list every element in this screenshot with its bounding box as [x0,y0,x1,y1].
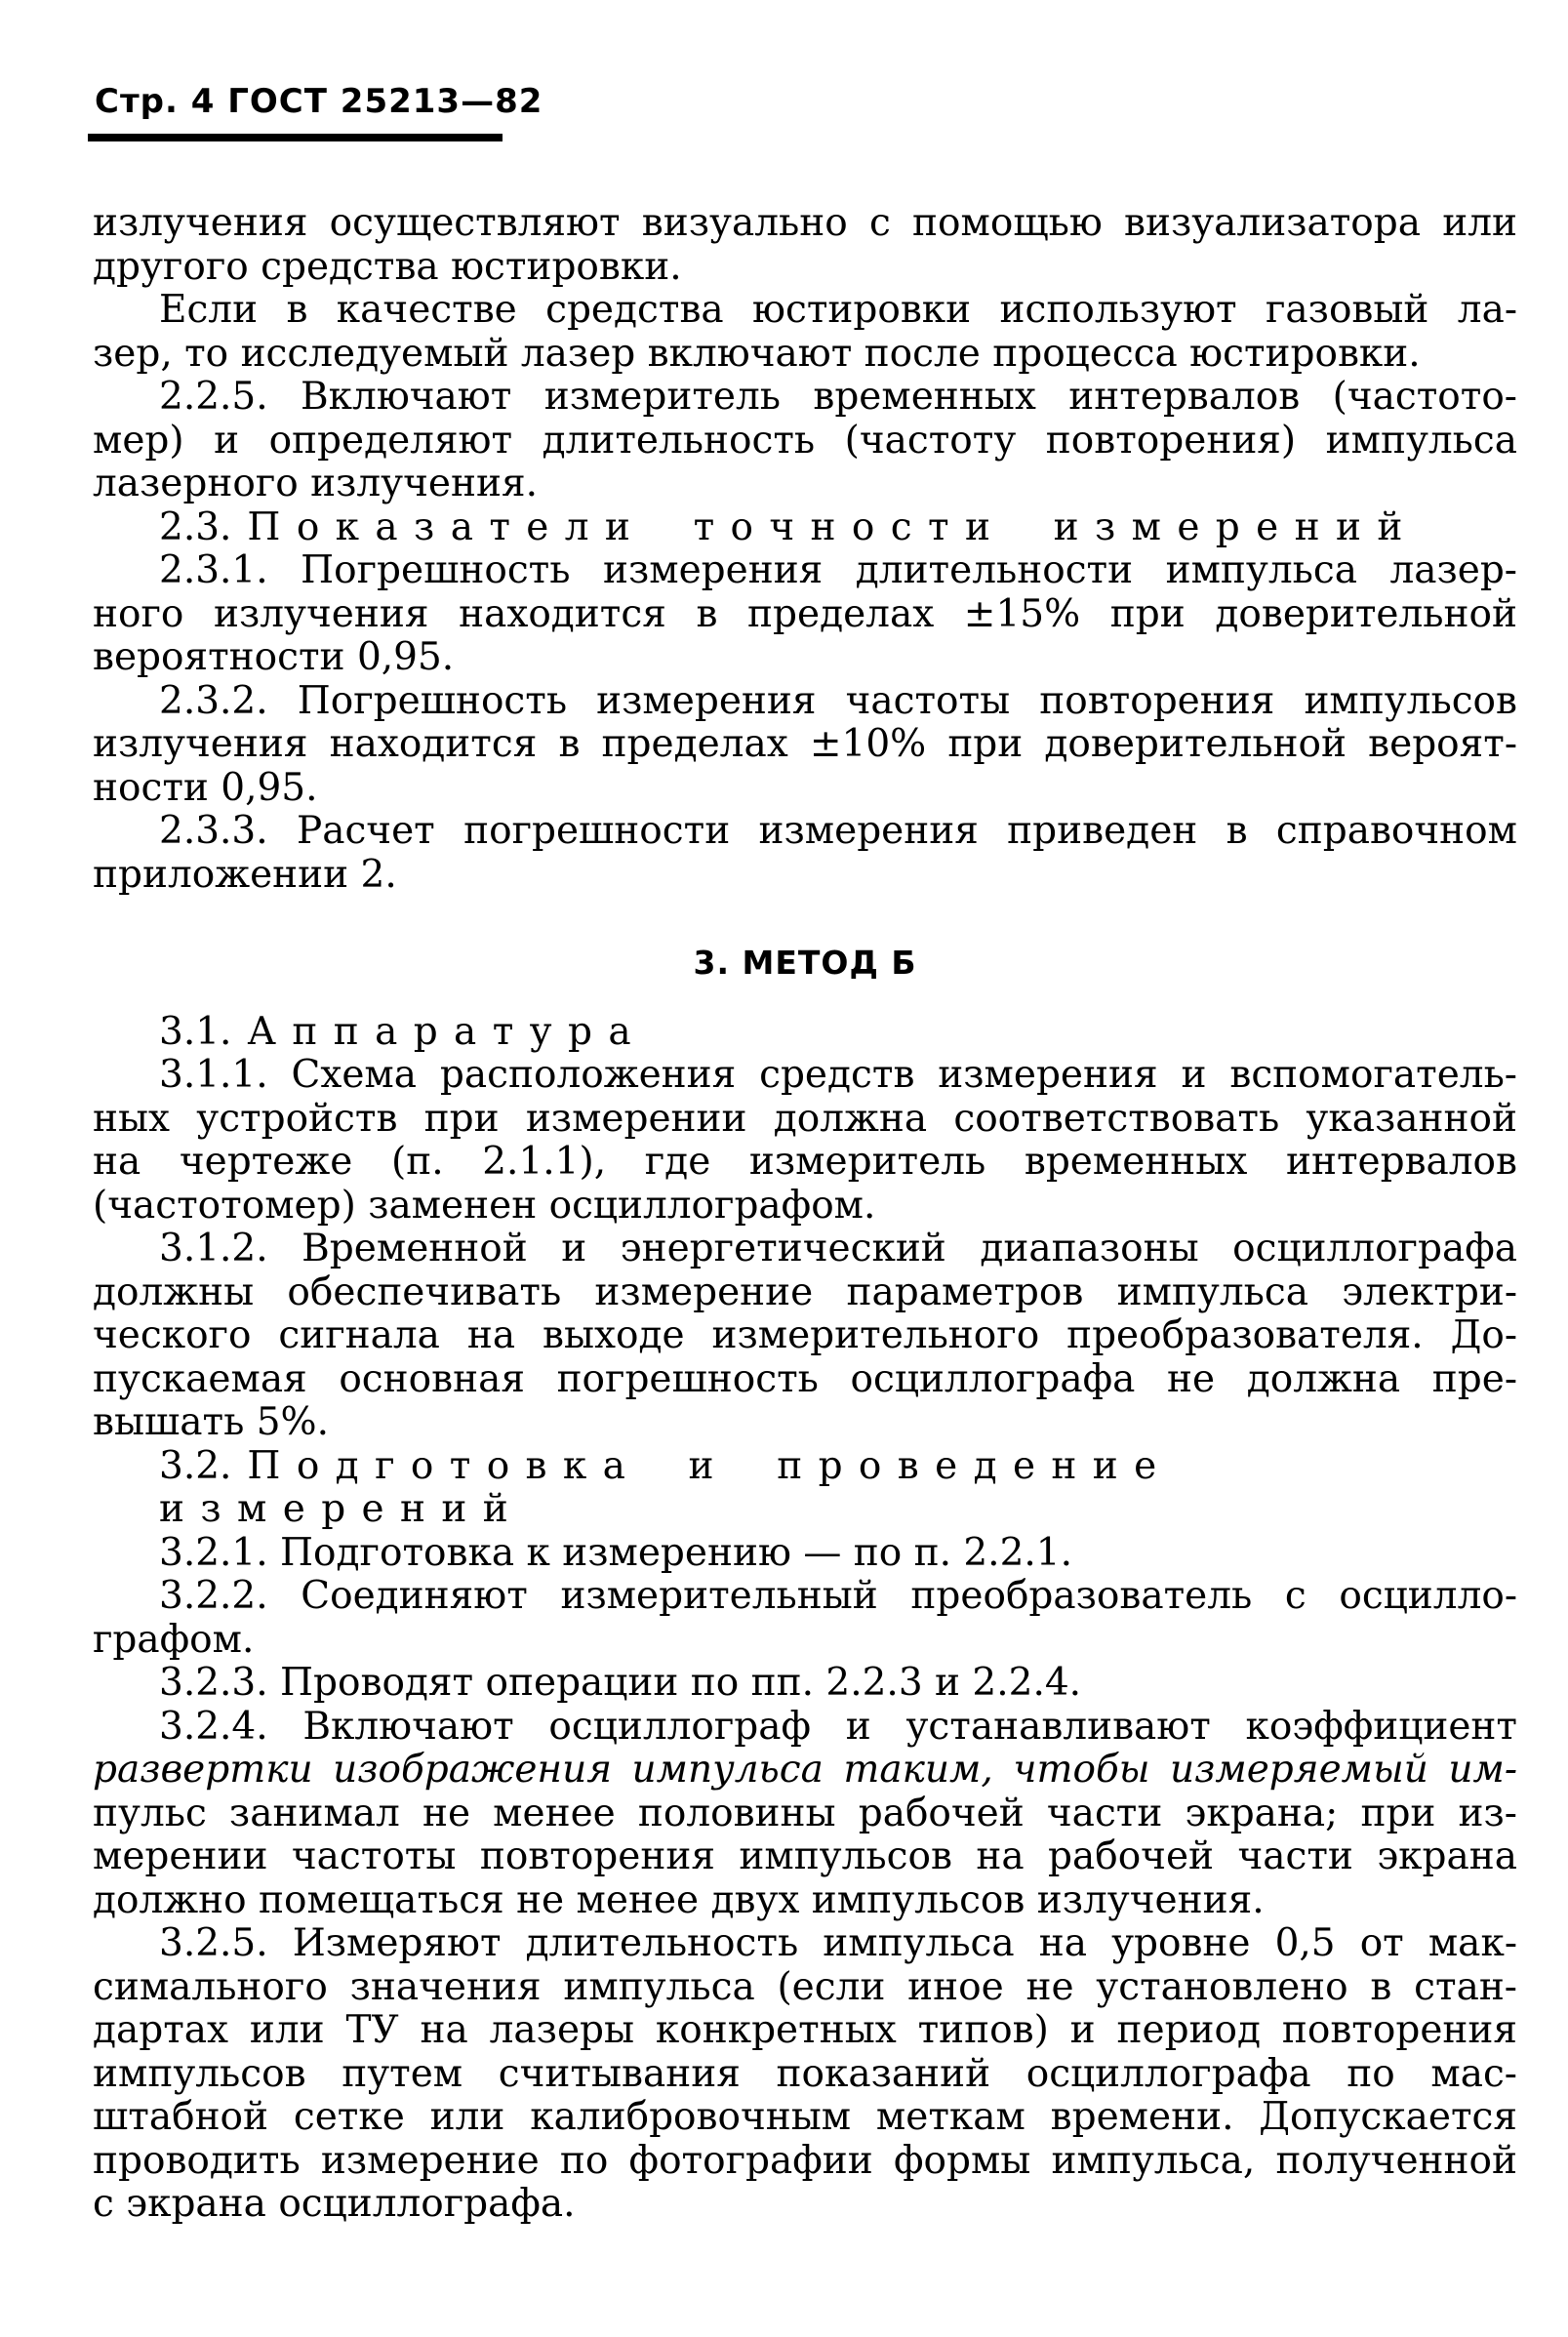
paragraph [93,1054,1517,1228]
text-line: с экрана осциллографа. [93,2182,576,2226]
text-line: дартах или ТУ на лазеры конкретных типов) и период повторения [93,2008,1517,2052]
paragraph [93,1922,1517,2227]
text-line: 2.3.2. Погрешность измерения частоты повторения импульсов [159,678,1517,723]
paragraph [93,1706,1517,1923]
text-line: 3.2.2. Соединяют измерительный преобразователь с осцилло- [159,1574,1517,1618]
text-line: развертки изображения импульса таким, чтобы измеряемый им- [93,1748,1517,1792]
spaced-heading-line [93,506,1517,550]
text-line: штабной сетке или калибровочным меткам времени. Допускается [93,2095,1517,2139]
text-line: 3.1.1. Схема расположения средств измерения и вспомогатель- [159,1053,1517,1097]
text-line: проводить измерение по фотографии формы импульса, полученной [93,2138,1517,2183]
text-line: излучения осуществляют визуально с помощью визуализатора или [93,201,1517,245]
text-line: ных устройств при измерении должна соответствовать указанной [93,1096,1517,1141]
text-line: графом. [93,1617,255,1662]
section-title: Аппаратура [247,1009,647,1054]
section-number: 2.3. [159,504,232,549]
text-line: ческого сигнала на выходе измерительного преобразователя. До- [93,1313,1517,1357]
text-line: 3.2.1. Подготовка к измерению — по п. 2.2.1. [159,1530,1072,1575]
document-body [0,202,1568,2227]
paragraph [93,810,1517,897]
text-line: симального значения импульса (если иное не установлено в стан- [93,1964,1517,2009]
text-line: должны обеспечивать измерение параметров импульса электри- [93,1269,1517,1314]
paragraph [93,1532,1517,1576]
header-rule [88,134,503,141]
paragraph [93,1228,1517,1445]
section-heading: 3. МЕТОД Б [693,944,917,982]
text-line: пульс занимал не менее половины рабочей части экрана; при из- [93,1791,1517,1835]
paragraph [93,202,1517,289]
text-line: излучения находится в пределах ±10% при доверительной вероят- [93,722,1517,766]
paragraph [93,1011,1517,1055]
text-line: импульсов путем считывания показаний осциллографа по мас- [93,2051,1517,2096]
text-line: ного излучения находится в пределах ±15% при доверительной [93,591,1517,636]
text-line: мерении частоты повторения импульсов на рабочей части экрана [93,1834,1517,1878]
paragraph [93,549,1517,680]
text-line: 2.3.1. Погрешность измерения длительности импульса лазер- [159,548,1517,592]
text-line: ности 0,95. [93,765,318,810]
text-line: приложении 2. [93,852,397,897]
paragraph [93,1575,1517,1662]
section-number: 3.2. [159,1443,232,1488]
text-line: вышать 5%. [93,1400,329,1444]
text-line: мер) и определяют длительность (частоту повторения) импульса [93,418,1517,463]
paragraph [93,1445,1517,1532]
text-line: Если в качестве средства юстировки используют газовый ла- [159,288,1517,332]
page-header: Стр. 4 ГОСТ 25213—82 [95,82,543,121]
text-line: зер, то исследуемый лазер включают после процесса юстировки. [93,331,1421,376]
text-line: 3.2.5. Измеряют длительность импульса на уровне 0,5 от мак- [159,1921,1517,1965]
paragraph [93,289,1517,376]
text-line: (частотомер) заменен осциллографом. [93,1183,876,1228]
text-line: вероятности 0,95. [93,635,455,679]
section-number: 3.1. [159,1009,232,1054]
text-line: 3.2.4. Включают осциллограф и устанавливают коэффициент [159,1704,1517,1749]
text-line: 2.2.5. Включают измеритель временных интервалов (частото- [159,375,1517,419]
text-line: 3.1.2. Временной и энергетический диапазоны осциллографа [159,1227,1517,1270]
section-title: Показатели точности измерений [247,504,1419,549]
text-line: пускаемая основная погрешность осциллографа не должна пре- [93,1356,1517,1401]
paragraph [93,680,1517,811]
paragraph [93,376,1517,506]
text-line: лазерного излучения. [93,462,538,505]
section-title: Подготовка и проведение измерений [159,1443,1173,1531]
spaced-heading-line [93,1445,1517,1532]
text-line: должно помещаться не менее двух импульсов излучения. [93,1877,1265,1922]
text-line: другого средства юстировки. [93,244,682,289]
spaced-heading-line [93,1011,1517,1055]
paragraph [93,1662,1517,1706]
text-line: 2.3.3. Расчет погрешности измерения приведен в справочном [159,809,1517,853]
text-line: 3.2.3. Проводят операции по пп. 2.2.3 и 2.2.4. [159,1661,1082,1705]
paragraph [93,506,1517,550]
text-line: на чертеже (п. 2.1.1), где измеритель временных интервалов [93,1140,1517,1184]
